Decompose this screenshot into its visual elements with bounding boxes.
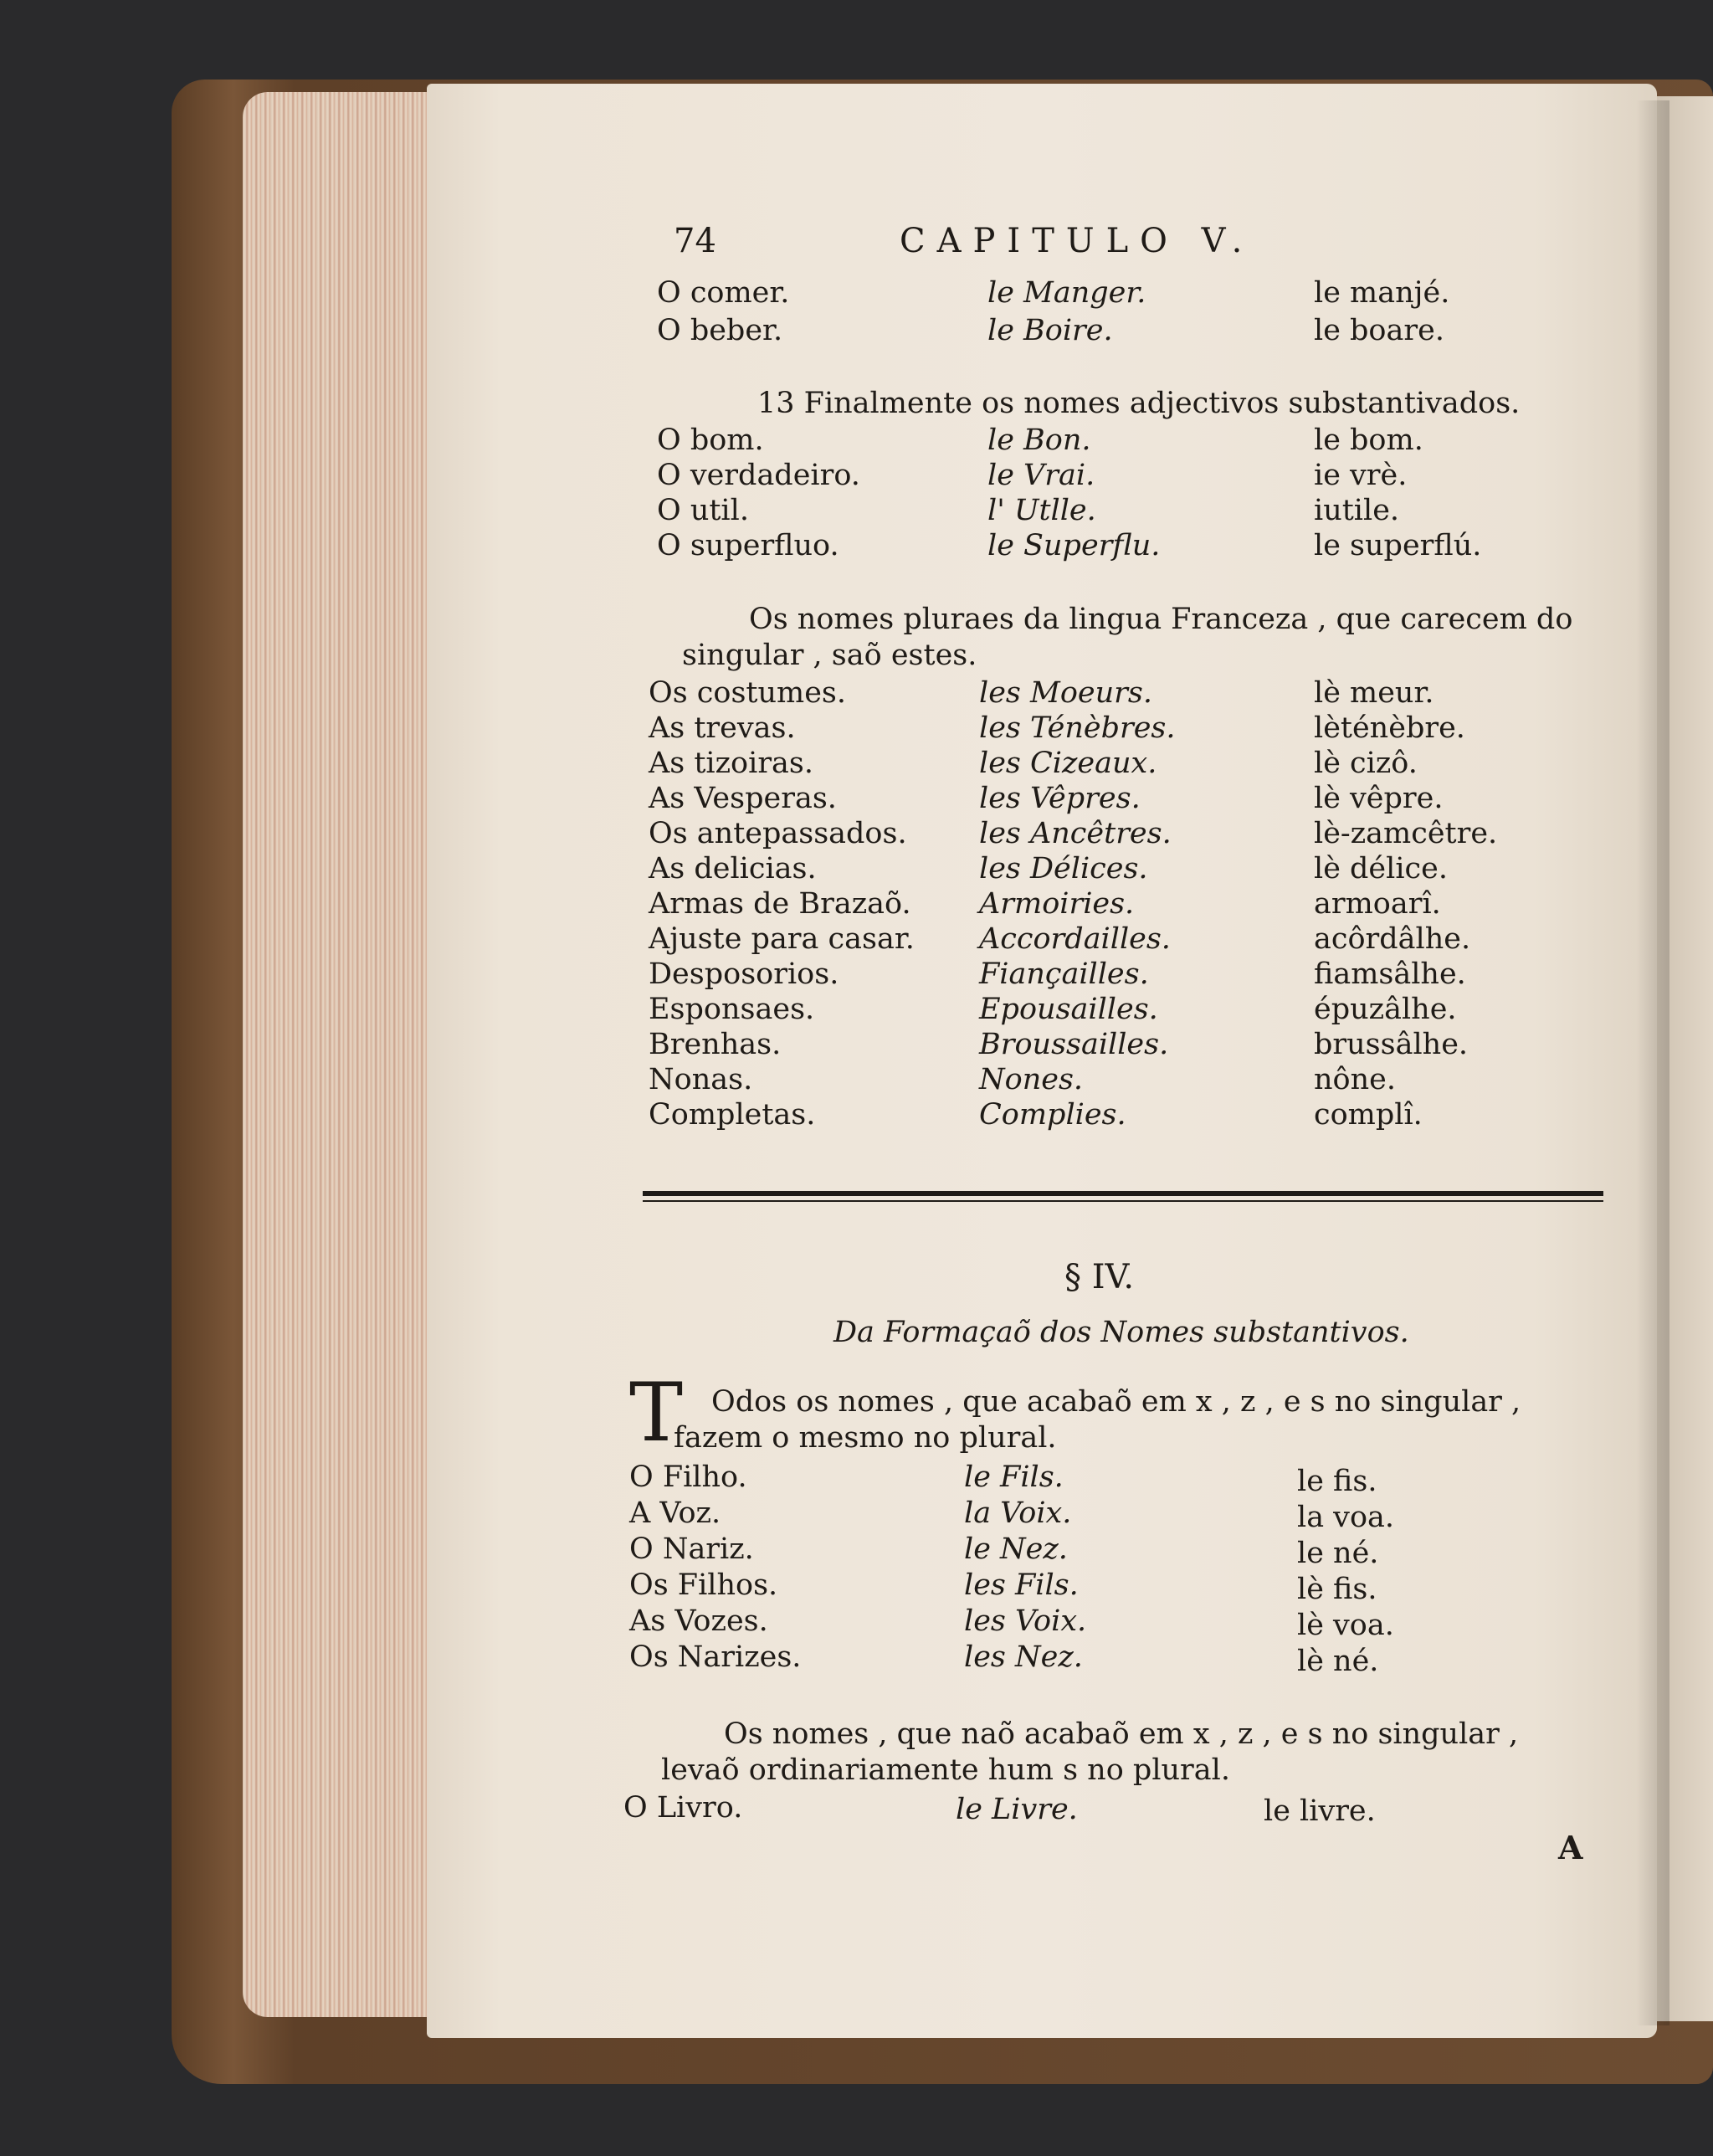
entry-pt: O bom. bbox=[657, 424, 764, 457]
entry-pt: As tizoiras. bbox=[649, 747, 814, 780]
entry-fr: les Fils. bbox=[964, 1568, 1079, 1602]
entry-fr: le Manger. bbox=[987, 276, 1146, 310]
entry-pt: O verdadeiro. bbox=[657, 459, 860, 492]
entry-pt: As Vozes. bbox=[629, 1604, 768, 1638]
entry-pron: le boare. bbox=[1314, 314, 1444, 347]
entry-pron: le fis. bbox=[1297, 1465, 1377, 1498]
entry-fr: Complies. bbox=[979, 1098, 1126, 1132]
entry-pron: lè fis. bbox=[1297, 1573, 1377, 1606]
entry-pron: lè délice. bbox=[1314, 852, 1448, 886]
double-rule-thick bbox=[643, 1191, 1603, 1196]
entry-fr: le Superflu. bbox=[987, 529, 1161, 562]
entry-fr: les Ténèbres. bbox=[979, 711, 1176, 745]
entry-pt: Nonas. bbox=[649, 1063, 753, 1096]
paragraph-line: levaõ ordinariamente hum s no plural. bbox=[661, 1753, 1230, 1787]
entry-fr: les Moeurs. bbox=[979, 676, 1152, 710]
entry-fr: Nones. bbox=[979, 1063, 1084, 1096]
entry-pt: O superfluo. bbox=[657, 529, 839, 562]
entry-pt: O util. bbox=[657, 494, 749, 527]
gutter-shadow bbox=[1636, 100, 1669, 2025]
entry-fr: les Voix. bbox=[964, 1604, 1087, 1638]
entry-fr: la Voix. bbox=[964, 1496, 1072, 1530]
entry-fr: Armoiries. bbox=[979, 887, 1135, 921]
page-number: 74 bbox=[674, 222, 716, 260]
entry-pt: A Voz. bbox=[629, 1496, 721, 1530]
entry-pt: Brenhas. bbox=[649, 1028, 782, 1061]
entry-pron: brussâlhe. bbox=[1314, 1028, 1469, 1061]
entry-pron: lè meur. bbox=[1314, 676, 1434, 710]
page-edges bbox=[243, 92, 435, 2017]
entry-pron: lè cizô. bbox=[1314, 747, 1418, 780]
entry-pt: Ajuste para casar. bbox=[649, 922, 915, 956]
entry-pt: O Filho. bbox=[629, 1460, 747, 1494]
entry-pron: lè vêpre. bbox=[1314, 782, 1444, 815]
entry-pt: Os Filhos. bbox=[629, 1568, 778, 1602]
entry-pron: le né. bbox=[1297, 1537, 1379, 1570]
entry-fr: les Cizeaux. bbox=[979, 747, 1157, 780]
paragraph-line: fazem o mesmo no plural. bbox=[674, 1421, 1057, 1455]
entry-pt: Esponsaes. bbox=[649, 993, 815, 1026]
entry-pron: nône. bbox=[1314, 1063, 1396, 1096]
entry-pron: ie vrè. bbox=[1314, 459, 1408, 492]
entry-pt: Os costumes. bbox=[649, 676, 847, 710]
entry-fr: le Boire. bbox=[987, 314, 1113, 347]
entry-pron: fiamsâlhe. bbox=[1314, 957, 1466, 991]
entry-pron: épuzâlhe. bbox=[1314, 993, 1457, 1026]
entry-fr: les Vêpres. bbox=[979, 782, 1141, 815]
paragraph-line: Os nomes , que naõ acabaõ em x , z , e s no singular , bbox=[724, 1717, 1519, 1751]
entry-pt: As Vesperas. bbox=[649, 782, 837, 815]
entry-pron: le bom. bbox=[1314, 424, 1423, 457]
entry-fr: Accordailles. bbox=[979, 922, 1171, 956]
entry-fr: le Fils. bbox=[964, 1460, 1064, 1494]
entry-pt: O Livro. bbox=[623, 1791, 743, 1825]
entry-pron: lè voa. bbox=[1297, 1609, 1394, 1642]
entry-pt: Os Narizes. bbox=[629, 1640, 802, 1674]
section-mark: § IV. bbox=[1064, 1258, 1135, 1296]
entry-pt: Os antepassados. bbox=[649, 817, 907, 850]
entry-pt: Desposorios. bbox=[649, 957, 839, 991]
entry-pt: O comer. bbox=[657, 276, 790, 310]
entry-fr: Broussailles. bbox=[979, 1028, 1169, 1061]
running-head: CAPITULO V. bbox=[900, 222, 1254, 260]
entry-pron: lèténèbre. bbox=[1314, 711, 1465, 745]
drop-cap: T bbox=[629, 1366, 684, 1460]
paragraph-line: Os nomes pluraes da lingua Franceza , que carecem do bbox=[749, 603, 1573, 636]
entry-fr: le Livre. bbox=[956, 1793, 1078, 1826]
catchword: A bbox=[1558, 1829, 1583, 1866]
entry-fr: les Délices. bbox=[979, 852, 1148, 886]
entry-pron: acôrdâlhe. bbox=[1314, 922, 1471, 956]
entry-pt: Armas de Brazaõ. bbox=[649, 887, 911, 921]
section-title: Da Formaçaõ dos Nomes substantivos. bbox=[833, 1316, 1409, 1349]
double-rule-thin bbox=[643, 1200, 1603, 1202]
entry-fr: l' Utlle. bbox=[987, 494, 1096, 527]
entry-fr: les Nez. bbox=[964, 1640, 1083, 1674]
entry-pt: O Nariz. bbox=[629, 1532, 754, 1566]
entry-fr: le Bon. bbox=[987, 424, 1091, 457]
entry-fr: Fiançailles. bbox=[979, 957, 1149, 991]
entry-pt: Completas. bbox=[649, 1098, 816, 1132]
entry-fr: Epousailles. bbox=[979, 993, 1158, 1026]
entry-pron: la voa. bbox=[1297, 1501, 1395, 1534]
entry-pron: lè né. bbox=[1297, 1645, 1379, 1678]
paragraph-13: 13 Finalmente os nomes adjectivos substantivados. bbox=[757, 387, 1521, 420]
entry-pron: le manjé. bbox=[1314, 276, 1450, 310]
entry-pron: armoarî. bbox=[1314, 887, 1441, 921]
paragraph-line: singular , saõ estes. bbox=[682, 639, 977, 672]
entry-pt: O beber. bbox=[657, 314, 783, 347]
entry-pt: As trevas. bbox=[649, 711, 796, 745]
paragraph-line: Odos os nomes , que acabaõ em x , z , e s no singular , bbox=[711, 1385, 1521, 1419]
entry-pron: le livre. bbox=[1264, 1794, 1376, 1828]
entry-pron: le superflú. bbox=[1314, 529, 1482, 562]
entry-fr: le Vrai. bbox=[987, 459, 1095, 492]
entry-pron: lè-zamcêtre. bbox=[1314, 817, 1498, 850]
entry-fr: le Nez. bbox=[964, 1532, 1068, 1566]
entry-pt: As delicias. bbox=[649, 852, 817, 886]
entry-fr: les Ancêtres. bbox=[979, 817, 1172, 850]
entry-pron: iutile. bbox=[1314, 494, 1400, 527]
entry-pron: complî. bbox=[1314, 1098, 1423, 1132]
